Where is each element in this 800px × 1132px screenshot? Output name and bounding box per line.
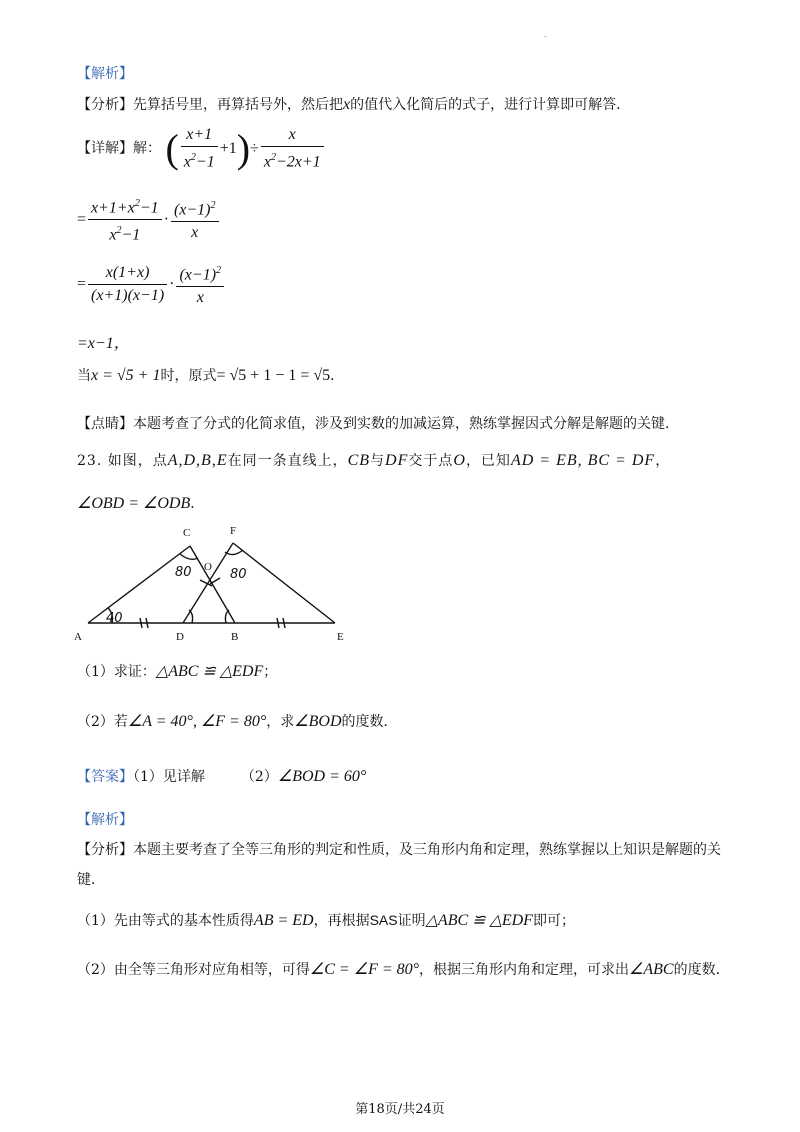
page-dot: . — [544, 30, 547, 39]
q23-t7: ． — [190, 496, 205, 512]
equation-line-a: ( $\frac{x+1}{x^2-1}$ +1)÷ $\frac{x}{x^2-2x+1}$ — [165, 141, 325, 157]
fenxi-tail: 的值代入化简后的式子，进行计算即可解答． — [350, 97, 631, 113]
step1-a: （1）先由等式的基本性质得 — [77, 913, 254, 929]
equation-line-b: = $\frac{x+1+x^2-1}{x^2-1}$ · $\frac{(x-1)^2}{x}$ — [77, 193, 221, 247]
step1-sas: SAS — [369, 912, 398, 928]
step1-m2: △ABC ≌ △EDF — [425, 912, 533, 929]
q23-df: DF — [385, 452, 409, 469]
xiangjie-text: 解： — [133, 140, 161, 157]
q23-t6: ， — [655, 453, 671, 469]
dianjing-line — [77, 414, 679, 434]
line-e-pre: 当 — [77, 368, 91, 384]
jiexi-heading-1: 【解析】 — [77, 66, 133, 82]
angle-f-value: 80 — [230, 567, 247, 582]
q23-part2 — [77, 712, 398, 732]
triangle-figure — [70, 518, 360, 648]
step2-m1: ∠C = ∠F = 80° — [309, 961, 420, 978]
segment-fe — [233, 543, 335, 623]
equation-line-e — [77, 366, 344, 386]
answer-label: 【答案】 — [77, 769, 133, 785]
q23-t2: 在同一条直线上， — [227, 453, 348, 469]
segment-ac — [88, 546, 190, 623]
q23-o: O — [453, 452, 466, 469]
equation-line-d: =x−1， — [77, 335, 130, 352]
step2-c: 的度数． — [673, 962, 730, 978]
analysis-step-1 — [77, 910, 575, 931]
p2-ask: ∠BOD — [294, 713, 342, 730]
tick-bc — [210, 578, 220, 584]
q23-part1 — [77, 662, 277, 682]
label-f: F — [230, 525, 237, 537]
step1-c: 证明 — [397, 913, 426, 929]
jiexi-heading-2: 【解析】 — [77, 812, 133, 828]
p2-end: 的度数． — [341, 714, 398, 730]
label-c: C — [183, 527, 191, 539]
q23-given-2: ∠OBD = ∠ODB — [77, 495, 191, 512]
step2-m2: ∠ABC — [629, 961, 674, 978]
step1-d: 即可； — [532, 913, 575, 929]
q23-number: 23. — [77, 453, 103, 469]
label-b: B — [231, 631, 239, 643]
line-e-end: ． — [330, 368, 345, 384]
q23-points: A,D,B,E — [167, 452, 228, 469]
tick-eb-1 — [277, 618, 279, 628]
answer-1: （1）见详解 — [133, 769, 205, 785]
answer-2-math: ∠BOD = 60° — [277, 768, 367, 785]
tick-ad-2 — [146, 618, 148, 628]
xiangjie-label: 【详解】 — [77, 140, 133, 157]
xiangjie-line — [77, 124, 326, 173]
fenxi-text: 先算括号里，再算括号外，然后把 — [133, 97, 343, 113]
p2-label: （2）若 — [77, 714, 128, 730]
dianjing-text: 本题考查了分式的化简求值，涉及到实数的加减运算，熟练掌握因式分解是解题的关键． — [133, 416, 679, 432]
fenxi-label: 【分析】 — [77, 97, 133, 113]
q23-t5: ，已知 — [465, 453, 511, 469]
line-e-calc: = √5 + 1 − 1 = √5 — [216, 367, 331, 384]
q23-line-1 — [77, 451, 670, 471]
answer-2-label: （2） — [240, 769, 278, 785]
step1-m1: AB = ED — [253, 912, 314, 929]
tick-ad-1 — [140, 618, 142, 628]
line-e-cond: x = √5 + 1 — [91, 367, 161, 384]
fenxi-text-2: 本题主要考查了全等三角形的判定和性质，及三角形内角和定理，熟练掌握以上知识是解题的关 — [133, 842, 721, 858]
fenxi-line-2a — [77, 840, 721, 860]
p1-math: △ABC ≌ △EDF — [155, 663, 264, 680]
q23-cb: CB — [347, 452, 371, 469]
p1-label: （1）求证： — [77, 664, 156, 680]
p1-end: ； — [263, 664, 278, 680]
label-e: E — [337, 631, 344, 643]
step1-b: ，再根据 — [313, 913, 370, 929]
line-e-mid: 时，原式 — [160, 368, 217, 384]
tick-eb-2 — [283, 618, 285, 628]
fenxi-label-2: 【分析】 — [77, 842, 133, 858]
angle-c-value: 80 — [175, 565, 192, 580]
step2-b: ，根据三角形内角和定理，可求出 — [419, 962, 630, 978]
p2-mid: ，求 — [266, 714, 295, 730]
q23-given-1: AD = EB, BC = DF — [510, 452, 656, 469]
answer-line — [77, 767, 366, 787]
label-d: D — [176, 631, 184, 643]
equation-line-c: = $\frac{x(1+x)}{(x+1)(x-1)}$ · $\frac{(x-1)^2}{x}$ — [77, 260, 226, 309]
q23-line-2 — [77, 494, 204, 514]
fenxi-var-x: x — [343, 96, 351, 113]
q23-t1: 如图，点 — [107, 453, 168, 469]
fenxi-line-2b: 键． — [77, 872, 105, 888]
angle-a-value: 40 — [106, 611, 123, 626]
fenxi-line-1 — [77, 95, 630, 115]
label-o: O — [204, 561, 212, 573]
p2-math: ∠A = 40°, ∠F = 80° — [127, 713, 267, 730]
step2-a: （2）由全等三角形对应角相等，可得 — [77, 962, 310, 978]
q23-t3: 与 — [370, 453, 386, 469]
dianjing-label: 【点睛】 — [77, 416, 133, 432]
label-a: A — [74, 631, 82, 643]
analysis-step-2 — [77, 960, 730, 980]
q23-t4: 交于点 — [408, 453, 454, 469]
page-footer: 第18页/共24页 — [355, 1102, 445, 1117]
